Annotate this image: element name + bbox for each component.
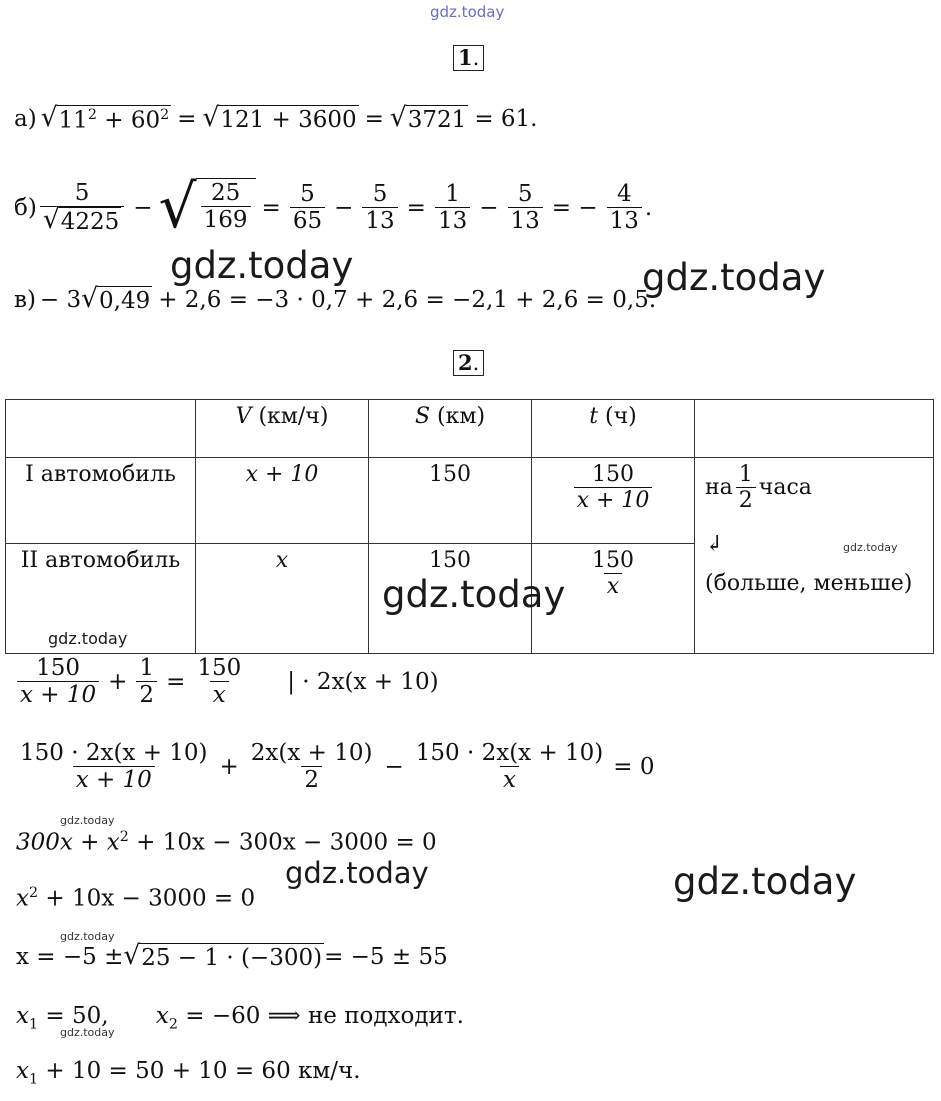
equation-2: $\frac{150 \cdot 2x(x + 10)}{x + 10}$ + $\frac{2x(x + 10)}{2}$ − $\frac{150 \cdot 2x(x + 10)}{x}$ = 0 xyxy=(20,740,655,794)
table-header xyxy=(695,400,934,458)
table-row: I автомобиль x + 10 150 $\frac{150}{x + 10}$ на $\frac{1}{2}$ часа ↲ (больше, меньше) xyxy=(6,458,934,544)
table-header: V (км/ч) xyxy=(196,400,369,458)
watermark-small: gdz.today xyxy=(60,1026,115,1039)
table-header: S (км) xyxy=(369,400,532,458)
watermark-small: gdz.today xyxy=(48,629,128,648)
task1-part-b: б) 5 √ 4225 − √ $\frac{25}{169}$ = $\frac{5}{65}$ − $\frac{5}{13}$ = $\frac{1}{13}$ − $\frac{5}{13}$ = − $\frac{4}{13}$ . xyxy=(14,172,653,242)
equation-3: $300x + x^2 + 10x - 300x - 3000 = 0$ xyxy=(16,829,437,856)
task1-part-c: в) − 3 √ 0,49 + 2,6 = −3 · 0,7 + 2,6 = −2,1 + 2,6 = 0,5. xyxy=(14,283,657,314)
arrow-icon: ↲ xyxy=(705,531,724,557)
watermark-small: gdz.today xyxy=(60,814,115,827)
task-number-1: 1. xyxy=(453,45,484,71)
watermark-small: gdz.today xyxy=(843,541,898,554)
watermark: gdz.today xyxy=(673,860,857,903)
watermark-top: gdz.today xyxy=(430,3,505,21)
watermark: gdz.today xyxy=(382,573,566,616)
watermark: gdz.today xyxy=(642,256,826,299)
equation-5: x = −5 ± √ 25 − 1 · (−300) = −5 ± 55 xyxy=(16,940,448,971)
task1-part-a: а) √ $11^2 + 60^2$ = √ 121 + 3600 = √ 3721 = 61. xyxy=(14,102,538,134)
table-note: на $\frac{1}{2}$ часа ↲ (больше, меньше) xyxy=(695,458,934,654)
table-row: II автомобиль x 150 $\frac{150}{x}$ xyxy=(6,544,934,654)
equation-1: $\frac{150}{x + 10}$ + $\frac{1}{2}$ = $\frac{150}{x}$ | · 2x(x + 10) xyxy=(14,655,439,709)
watermark-small: gdz.today xyxy=(60,930,115,943)
watermark: gdz.today xyxy=(170,244,354,287)
watermark: gdz.today xyxy=(285,856,429,890)
part-label: а) xyxy=(14,106,37,133)
table-header: t (ч) xyxy=(532,400,695,458)
equation-6: $x_1 = 50$, $x_2 = -60$ ⟹ не подходит. xyxy=(16,1003,464,1033)
table-header xyxy=(6,400,196,458)
equation-7: $x_1 + 10 = 50 + 10 = 60$ км/ч. xyxy=(16,1058,361,1088)
equation-4: $x^2 + 10x - 3000 = 0$ xyxy=(16,885,256,912)
task-number-2: 2. xyxy=(453,350,484,376)
